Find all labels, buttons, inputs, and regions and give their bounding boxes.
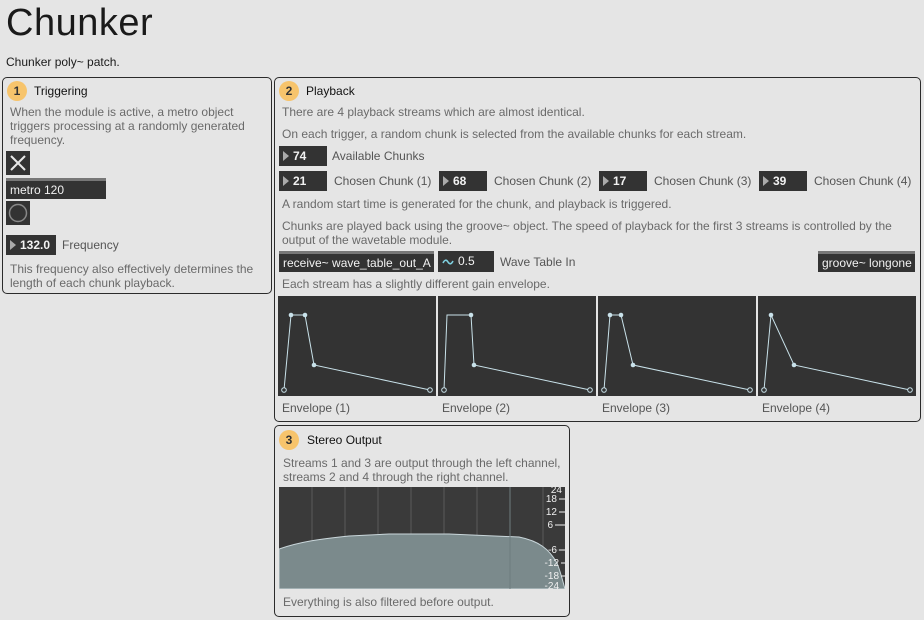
available-chunks-label: Available Chunks bbox=[332, 149, 425, 163]
stereo-title: Stereo Output bbox=[307, 433, 382, 447]
chosen-chunk-2-label: Chosen Chunk (2) bbox=[494, 174, 592, 188]
playback-desc-1: There are 4 playback streams which are almost identical. bbox=[282, 105, 585, 119]
playback-desc-3: A random start time is generated for the chunk, and playback is triggered. bbox=[282, 197, 672, 211]
circle-icon bbox=[6, 201, 30, 225]
triggering-badge: 1 bbox=[7, 81, 27, 101]
scale-label-6: 6 bbox=[547, 520, 553, 531]
envelope-2-graph bbox=[438, 296, 596, 396]
envelope-3-label: Envelope (3) bbox=[602, 401, 671, 415]
groove-object[interactable]: groove~ longone bbox=[818, 251, 915, 272]
toggle-button[interactable] bbox=[6, 151, 30, 175]
triggering-title: Triggering bbox=[34, 84, 88, 98]
chosen-chunk-4-number[interactable]: 39 bbox=[759, 171, 807, 191]
envelope-4-label: Envelope (4) bbox=[762, 401, 831, 415]
wave-table-value: 0.5 bbox=[458, 254, 475, 268]
triggering-footer: This frequency also effectively determines the length of each chunk playback. bbox=[10, 262, 254, 290]
envelope-4-graph bbox=[758, 296, 916, 396]
envelope-3-graph bbox=[598, 296, 756, 396]
wave-table-label: Wave Table In bbox=[500, 255, 576, 269]
x-icon bbox=[6, 151, 30, 175]
envelope-2[interactable] bbox=[438, 296, 596, 396]
envelope-1[interactable] bbox=[278, 296, 436, 396]
chosen-chunk-3-label: Chosen Chunk (3) bbox=[654, 174, 752, 188]
chosen-chunk-1-number[interactable]: 21 bbox=[279, 171, 327, 191]
receive-object[interactable]: receive~ wave_table_out_A bbox=[279, 251, 434, 272]
scale-label-minus-24: -24 bbox=[544, 581, 559, 589]
chosen-chunk-4-label: Chosen Chunk (4) bbox=[814, 174, 912, 188]
wave-table-number[interactable] bbox=[438, 251, 494, 272]
envelope-1-label: Envelope (1) bbox=[282, 401, 351, 415]
scale-label-minus-12: -12 bbox=[544, 558, 559, 569]
envelope-1-graph bbox=[278, 296, 436, 396]
chosen-chunk-2-number[interactable]: 68 bbox=[439, 171, 487, 191]
playback-desc-5: Each stream has a slightly different gain envelope. bbox=[282, 277, 550, 291]
scale-label-18: 18 bbox=[545, 494, 557, 505]
scale-label-24: 24 bbox=[550, 487, 562, 496]
envelope-2-label: Envelope (2) bbox=[442, 401, 511, 415]
stereo-badge: 3 bbox=[279, 430, 299, 450]
triggering-desc: When the module is active, a metro object triggers processing at a randomly generated frequency. bbox=[10, 105, 245, 147]
page-subtitle: Chunker poly~ patch. bbox=[6, 55, 120, 69]
available-chunks-number[interactable]: 74 bbox=[279, 146, 327, 166]
envelope-4[interactable] bbox=[758, 296, 916, 396]
wave-icon bbox=[442, 257, 454, 267]
envelope-3[interactable] bbox=[598, 296, 756, 396]
bang-button[interactable] bbox=[6, 201, 30, 225]
chosen-chunk-3-number[interactable]: 17 bbox=[599, 171, 647, 191]
scale-label-minus-6: -6 bbox=[548, 545, 557, 556]
stereo-footer: Everything is also filtered before output. bbox=[283, 595, 494, 609]
playback-badge: 2 bbox=[279, 81, 299, 101]
chosen-chunk-1-label: Chosen Chunk (1) bbox=[334, 174, 432, 188]
frequency-label: Frequency bbox=[62, 238, 119, 252]
playback-title: Playback bbox=[306, 84, 355, 98]
stereo-desc: Streams 1 and 3 are output through the left channel, streams 2 and 4 through the right channel. bbox=[283, 456, 561, 484]
metro-object[interactable]: metro 120 bbox=[6, 178, 106, 199]
frequency-number[interactable]: 132.0 bbox=[6, 235, 56, 255]
playback-desc-4: Chunks are played back using the groove~ object. The speed of playback for the first 3 streams is controlled by the output of the wavetable module. bbox=[282, 219, 892, 247]
playback-desc-2: On each trigger, a random chunk is selected from the available chunks for each stream. bbox=[282, 127, 747, 141]
page-title: Chunker bbox=[6, 2, 154, 44]
scale-label-12: 12 bbox=[545, 507, 557, 518]
spectrum-graph bbox=[279, 487, 565, 589]
scale-label-minus-18: -18 bbox=[544, 571, 559, 582]
spectrum-display[interactable] bbox=[279, 487, 565, 589]
